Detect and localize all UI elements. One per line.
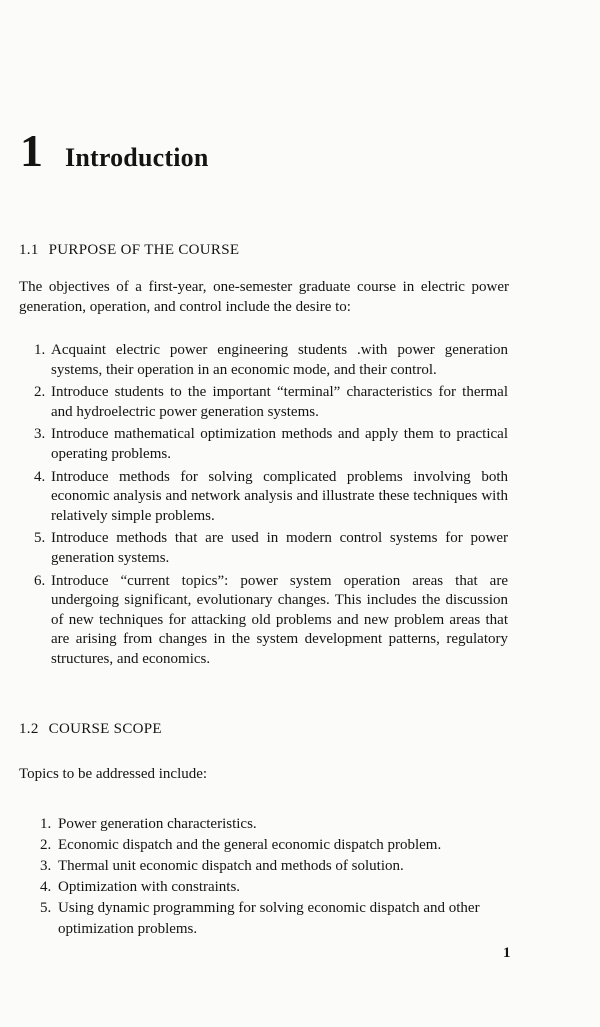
section-intro-paragraph: Topics to be addressed include: — [19, 766, 208, 782]
section-heading-purpose — [19, 242, 239, 259]
list-item: 2. Economic dispatch and the general economic dispatch problem. — [40, 837, 442, 853]
list-item: 5. Introduce methods that are used in modern control systems for power generation systems. — [34, 530, 508, 566]
section-title: PURPOSE OF THE COURSE — [48, 242, 240, 258]
section-intro-paragraph: The objectives of a first-year, one-semester graduate course in electric power generation, operation, and control include the desire to: — [19, 279, 509, 315]
list-item: 1. Acquaint electric power engineering students .with power generation systems, their operation in an economic mode, and their control. — [34, 342, 508, 378]
chapter-heading — [20, 125, 209, 176]
list-item: 4. Optimization with constraints. — [40, 879, 241, 895]
list-item: 4. Introduce methods for solving complicated problems involving both economic analysis and network analysis and illustrate these techniques with relatively simple problems. — [34, 468, 508, 524]
section-number: 1.1 — [19, 242, 39, 258]
list-item: 5. Using dynamic programming for solving economic dispatch and other optimization problems. — [40, 900, 480, 937]
list-item: 6. Introduce “current topics”: power system operation areas that are undergoing significant, evolutionary changes. This includes the discussion of new techniques for attacking old problems and new problem areas that are arising from changes in the system development patterns, regulatory structures, and economics. — [34, 572, 508, 667]
page-number: 1 — [503, 945, 511, 961]
list-item: 3. Thermal unit economic dispatch and methods of solution. — [40, 858, 404, 874]
section-number: 1.2 — [19, 721, 39, 737]
section-heading-scope — [19, 721, 162, 738]
chapter-number: 1 — [20, 125, 43, 176]
topics-list — [40, 814, 510, 940]
chapter-title: Introduction — [65, 143, 209, 172]
objectives-list — [34, 341, 508, 673]
list-item: 2. Introduce students to the important “terminal” characteristics for thermal and hydroelectric power generation systems. — [34, 384, 508, 420]
section-title: COURSE SCOPE — [48, 721, 162, 737]
list-item: 1. Power generation characteristics. — [40, 816, 257, 832]
list-item: 3. Introduce mathematical optimization methods and apply them to practical operating problems. — [34, 426, 508, 462]
